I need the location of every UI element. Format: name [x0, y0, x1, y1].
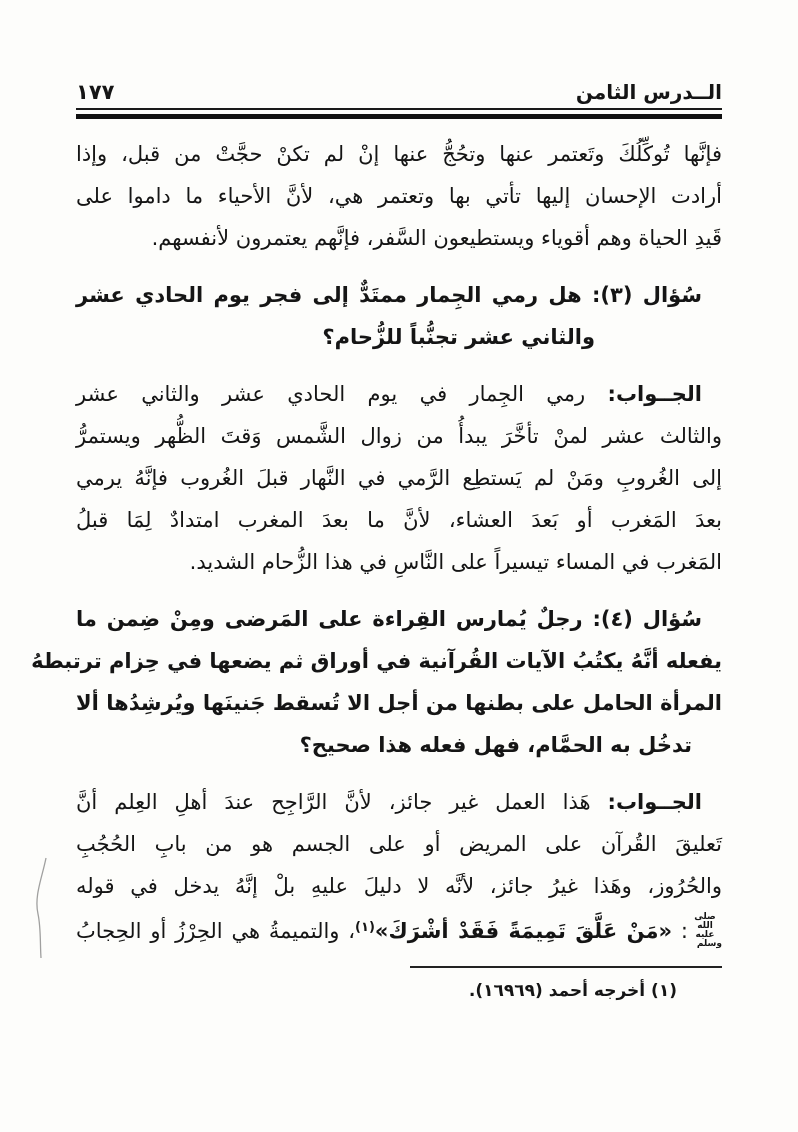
- question-3-line: سُؤال (٣): هل رمي الجِمار ممتَدٌّ إلى فجر يوم الحادي عشر: [76, 283, 702, 307]
- question-3-line: والثاني عشر تجنُّباً للزُّحام؟: [322, 325, 595, 349]
- body-line: أرادت الإحسان إليها تأتي بها وتعتمر هي، لأنَّ الأحياء ما داموا على: [76, 184, 722, 208]
- answer-4-line: والحُرُوز، وهَذا غيرُ جائز، لأنَّه لا دليلَ عليهِ بلْ إنَّهُ يدخل في قوله: [76, 874, 722, 898]
- answer-text: رمي الجِمار في يوم الحادي عشر والثاني عشر: [76, 382, 608, 406]
- answer-3-line: [76, 373, 722, 415]
- page-number: ١٧٧: [76, 80, 115, 104]
- answer-text: ، والتميمةُ هي الحِرْزُ أو الحِجابُ: [76, 919, 356, 943]
- header-rule-thin: [76, 108, 722, 110]
- answer-4-line: [76, 781, 722, 823]
- question-4-line: سُؤال (٤): رجلٌ يُمارس القِراءة على المَرضى ومِنْ ضِمن ما: [76, 607, 702, 631]
- body-line: فإنَّها تُوكِّلُكَ وتَعتمر عنها وتحُجُّ عنها إنْ لم تكنْ حجَّتْ من قبل، وإذا: [76, 142, 722, 166]
- answer-4-line: [76, 907, 722, 949]
- footnote-area: [76, 966, 722, 1004]
- footnote-ref: (١): [355, 920, 375, 935]
- salla-calligraphy-icon: صلى الله عليه وسلم: [694, 912, 722, 949]
- page-content: [31, 0, 722, 1004]
- body-line: قَيدِ الحياة وهم أقوياء ويستطيعون السَّفر، فإنَّهم يعتمرون لأنفسهم.: [151, 226, 722, 250]
- page-header: [76, 72, 722, 104]
- answer-text: هَذا العمل غير جائز، لأنَّ الرَّاجِح عندَ أهلِ العِلم أنَّ: [76, 790, 608, 814]
- answer-3-line: والثالث عشر لمنْ تأخَّرَ يبدأُ من زوال الشَّمس وَقتَ الظُّهر ويستمرُّ: [76, 424, 722, 448]
- answer-3-line: بعدَ المَغرب أو بَعدَ العشاء، لأنَّ ما بعدَ المغرب امتدادٌ لِمَا قبلُ: [76, 508, 722, 532]
- page-body: [31, 133, 722, 949]
- colon: :: [672, 919, 688, 943]
- question-4-line: المرأة الحامل على بطنها من أجل الا تُسقط جَنينَها ويُرشِدُها ألا: [76, 691, 722, 715]
- question-4-line: تدخُل به الحمَّام، فهل فعله هذا صحيح؟: [299, 733, 692, 757]
- question-4-line: يفعله أنَّهُ يكتُبُ الآيات القُرآنية في أوراق ثم يضعها في حِزام ترتبطهُ: [31, 649, 722, 673]
- answer-3-line: المَغرب في المساء تيسيراً على النَّاسِ في هذا الزُّحام الشديد.: [189, 550, 722, 574]
- footnote-text: (١) أخرجه أحمد (١٦٩٦٩).: [468, 981, 677, 1001]
- hadith-quote: «مَنْ عَلَّقَ تَمِيمَةً فَقَدْ أشْرَكَ»: [374, 919, 673, 943]
- answer-3-line: إلى الغُروبِ ومَنْ لم يَستطِع الرَّمي في النَّهار قبلَ الغُروب فإنَّهُ يرمي: [76, 466, 722, 490]
- header-rule-thick: [76, 114, 722, 119]
- chapter-title: الــدرس الثامن: [575, 80, 722, 104]
- footnote-separator: [410, 966, 722, 968]
- scan-artifact: [24, 848, 64, 968]
- answer-label: الجــواب:: [607, 382, 702, 406]
- answer-4-line: تَعليقَ القُرآن على المريض أو على الجسم هو من بابِ الحُجُبِ: [76, 832, 722, 856]
- answer-label: الجــواب:: [607, 790, 702, 814]
